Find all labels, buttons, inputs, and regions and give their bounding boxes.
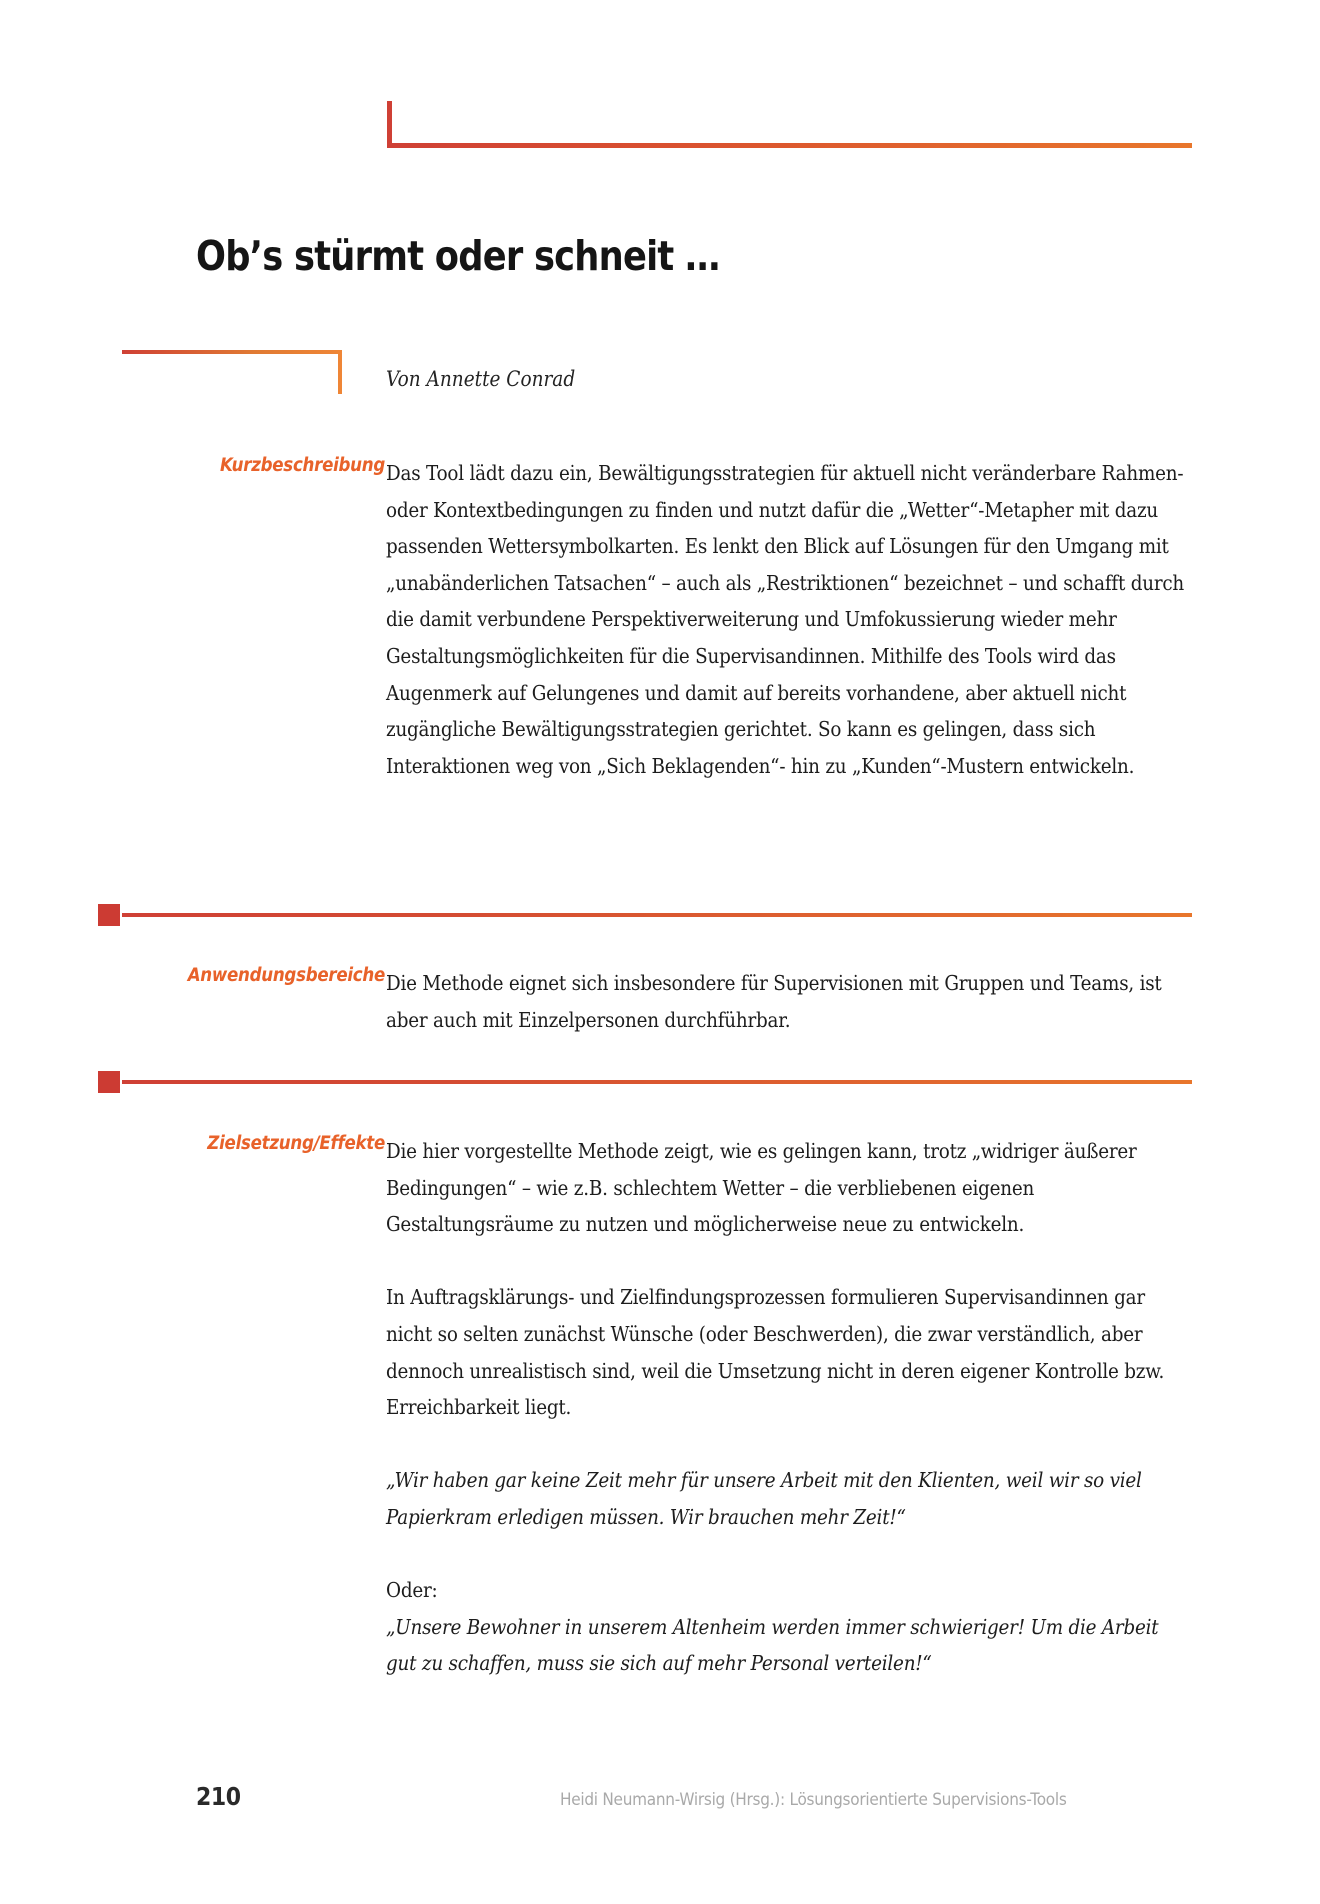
section-divider: [122, 913, 1192, 917]
author-byline: Von Annette Conrad: [386, 367, 576, 391]
footer-citation: Heidi Neumann-Wirsig (Hrsg.): Lösungsorientierte Supervisions-Tools: [560, 1790, 1067, 1810]
section-label-kurzbeschreibung: Kurzbeschreibung: [219, 455, 385, 476]
section-divider: [122, 1080, 1192, 1084]
top-rule: [387, 143, 1192, 148]
paragraph-oder: Oder:: [386, 1578, 438, 1603]
divider-bullet-square: [98, 904, 120, 926]
page-number: 210: [196, 1782, 241, 1811]
top-rule-tick: [387, 101, 392, 143]
section-body-anwendungsbereiche: [386, 965, 1192, 1038]
section-body-zielsetzung-effekte: [386, 1133, 1192, 1682]
paragraph: Die hier vorgestellte Methode zeigt, wie es gelingen kann, trotz „widriger äußerer Bedingungen“ – wie z.B. schlechtem Wetter – die verbliebenen eigenen Gestaltungsräume zu nutzen und möglicherweise neue zu entwickeln.: [386, 1139, 1137, 1237]
quote-paragraph: „Unsere Bewohner in unserem Altenheim werden immer schwieriger! Um die Arbeit gut zu schaffen, muss sie sich auf mehr Personal verteilen!“: [386, 1614, 1159, 1676]
paragraph: In Auftragsklärungs- und Zielfindungsprozessen formulieren Supervisandinnen gar nicht so selten zunächst Wünsche (oder Beschwerden), die zwar verständlich, aber dennoch unrealistisch sind, weil die Umsetzung nicht in deren eigener Kontrolle bzw. Erreichbarkeit liegt.: [386, 1285, 1165, 1420]
section-label-anwendungsbereiche: Anwendungsbereiche: [187, 965, 385, 986]
byline-rule-tick: [338, 350, 342, 394]
divider-bullet-square: [98, 1071, 120, 1093]
paragraph: Das Tool lädt dazu ein, Bewältigungsstrategien für aktuell nicht veränderbare Rahmen- oder Kontextbedingungen zu finden und nutzt dafür die „Wetter“-Metapher mit dazu passenden Wettersymbolkarten. Es lenkt den Blick auf Lösungen für den Umgang mit „unabänderlichen Tatsachen“ – auch als „Restriktionen“ bezeichnet – und schafft durch die damit verbundene Perspektiverweiterung und Umfokussierung wieder mehr Gestaltungsmöglichkeiten für die Supervisandinnen. Mithilfe des Tools wird das Augenmerk auf Gelungenes und damit auf bereits vorhandene, aber aktuell nicht zugängliche Bewältigungsstrategien gerichtet. So kann es gelingen, dass sich Interaktionen weg von „Sich Beklagenden“- hin zu „Kunden“-Mustern entwickeln.: [386, 461, 1185, 778]
section-label-zielsetzung-effekte: Zielsetzung/Effekte: [207, 1133, 385, 1154]
byline-rule: [122, 350, 342, 354]
section-body-kurzbeschreibung: [386, 455, 1192, 784]
paragraph: Die Methode eignet sich insbesondere für Supervisionen mit Gruppen und Teams, ist aber auch mit Einzelpersonen durchführbar.: [386, 971, 1162, 1032]
page-title: Ob’s stürmt oder schneit …: [196, 232, 720, 280]
quote-paragraph: „Wir haben gar keine Zeit mehr für unsere Arbeit mit den Klienten, weil wir so viel Papierkram erledigen müssen. Wir brauchen mehr Zeit!“: [386, 1468, 1142, 1529]
